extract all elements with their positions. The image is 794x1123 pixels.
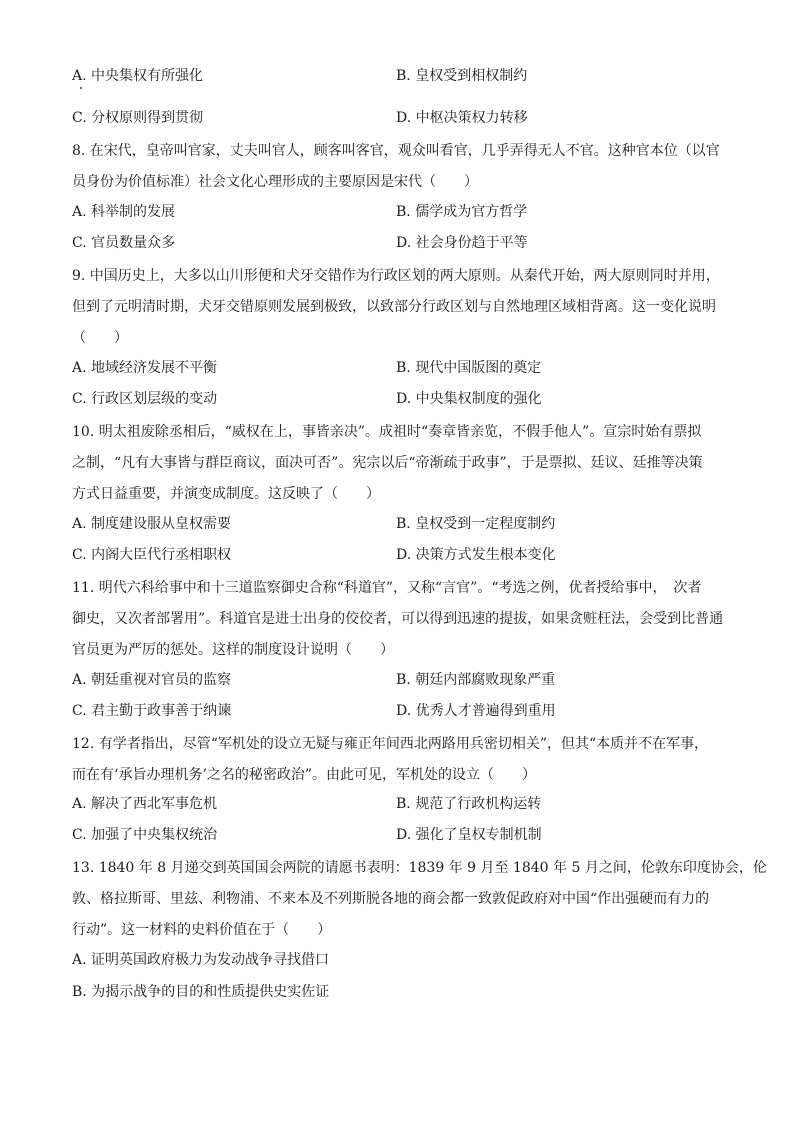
q9-option-c: C. 行政区划层级的变动 [72,391,218,407]
q12-option-b: B. 规范了行政机构运转 [396,796,542,812]
q13-stem-line: 13. 1840 年 8 月递交到英国国会两院的请愿书表明：1839 年 9 月至 1840 年 5 月之间，伦敦东印度协会，伦 [72,860,767,876]
q13-option-a: A. 证明英国政府极力为发动战争寻找借口 [72,952,330,968]
stray-dot [80,87,82,89]
q7-option-c: C. 分权原则得到贯彻 [72,110,204,126]
q10-option-b: B. 皇权受到一定程度制约 [396,516,556,532]
q10-stem-line: 方式日益重要，并演变成制度。这反映了（ ） [72,486,380,502]
q11-stem-line: 11. 明代六科给事中和十三道监察御史合称“科道官”，又称“言官”。“考选之例，优者授给事中， 次者 [72,580,702,596]
q8-stem-line: 8. 在宋代，皇帝叫官家，丈夫叫官人，顾客叫客官，观众叫看官，几乎弄得无人不官。这种官本位（以官 [72,143,720,159]
q9-option-b: B. 现代中国版图的奠定 [396,360,542,376]
q8-option-b: B. 儒学成为官方哲学 [396,204,528,220]
q8-option-d: D. 社会身份趋于平等 [396,235,528,251]
q11-stem-line: 官员更为严厉的惩处。这样的制度设计说明（ ） [72,642,394,658]
q13-stem-line: 行动”。这一材料的史料价值在于（ ） [72,922,332,938]
q8-option-a: A. 科举制的发展 [72,204,176,220]
q10-stem [72,417,728,510]
q11-option-a: A. 朝廷重视对官员的监察 [72,672,232,688]
q11-stem-line: 御史，又次者部署用”。科道官是进士出身的佼佼者，可以得到迅速的提拔，如果贪赃枉法，会受到比普通 [72,611,724,627]
q9-stem [72,261,728,354]
q9-stem-line: （ ） [72,330,128,346]
q8-stem-line: 员身份为价值标准）社会文化心理形成的主要原因是宋代（ ） [72,174,478,190]
q9-option-d: D. 中央集权制度的强化 [396,391,542,407]
q12-option-c: C. 加强了中央集权统治 [72,827,218,843]
q11-option-d: D. 优秀人才普遍得到重用 [396,703,556,719]
q7-option-d: D. 中枢决策权力转移 [396,110,528,126]
q12-stem [72,729,728,791]
q12-option-a: A. 解决了西北军事危机 [72,796,218,812]
q10-option-a: A. 制度建设服从皇权需要 [72,516,232,532]
q10-stem-line: 之制，“凡有大事皆与群臣商议，面决可否”。宪宗以后“帝渐疏于政事”，于是票拟、廷议、廷推等决策 [72,455,703,471]
q7-option-a: A. 中央集权有所强化 [72,68,204,84]
q8-option-c: C. 官员数量众多 [72,235,176,251]
q11-stem [72,573,728,666]
q10-option-d: D. 决策方式发生根本变化 [396,547,556,563]
q9-stem-line: 但到了元明清时期，犬牙交错原则发展到极致，以致部分行政区划与自然地理区域相背离。这一变化说明 [72,299,716,315]
q9-stem-line: 9. 中国历史上，大多以山川形便和犬牙交错作为行政区划的两大原则。从秦代开始，两大原则同时并用， [72,268,720,284]
q13-option-b: B. 为揭示战争的目的和性质提供史实佐证 [72,984,330,1000]
q11-option-c: C. 君主勤于政事善于纳谏 [72,703,232,719]
q9-option-a: A. 地域经济发展不平衡 [72,360,218,376]
q12-stem-line: 12. 有学者指出，尽管“军机处的设立无疑与雍正年间西北两路用兵密切相关”，但其“本质并不在军事， [72,736,709,752]
q11-option-b: B. 朝廷内部腐败现象严重 [396,672,556,688]
q12-stem-line: 而在有‘承旨办理机务’之名的秘密政治”。由此可见，军机处的设立（ ） [72,767,537,783]
q13-stem [72,853,767,946]
q12-option-d: D. 强化了皇权专制机制 [396,827,542,843]
q10-option-c: C. 内阁大臣代行丞相职权 [72,547,232,563]
q13-stem-line: 敦、格拉斯哥、里兹、利物浦、不来本及不列斯脱各地的商会都一致敦促政府对中国“作出强硬而有力的 [72,891,710,907]
q8-stem [72,136,728,198]
q7-option-b: B. 皇权受到相权制约 [396,68,528,84]
q10-stem-line: 10. 明太祖废除丞相后，“威权在上，事皆亲决”。成祖时“奏章皆亲览，不假手他人”。宣宗时始有票拟 [72,424,702,440]
